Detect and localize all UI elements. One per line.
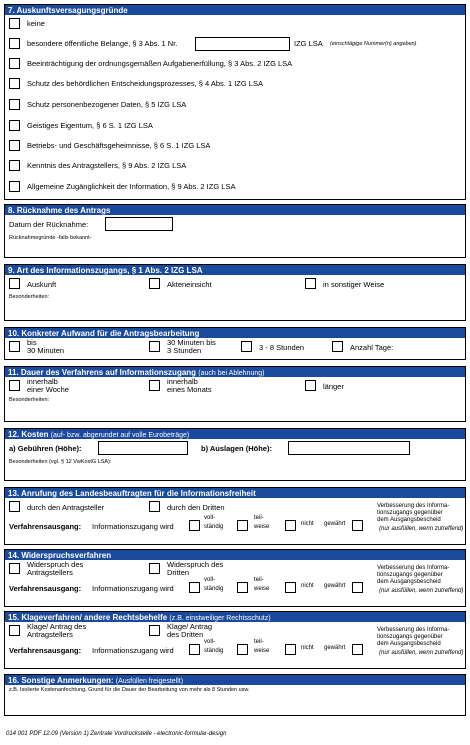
label-personenbezogene-daten: Schutz personenbezogener Daten, § 5 IZG LSA — [27, 100, 187, 109]
checkbox-teilweise-13[interactable] — [237, 520, 248, 531]
label-gewaehrt-15: gewährt — [324, 645, 346, 651]
checkbox-allgemeine-zugaenglichkeit[interactable] — [9, 181, 20, 192]
label-voll-13: voll- — [204, 515, 216, 521]
checkbox-innerhalb-monat[interactable] — [149, 380, 160, 391]
section-7 — [4, 4, 466, 200]
section-16-title-text: 16. Sonstige Anmerkungen: — [8, 676, 114, 685]
label-teil-13: teil- — [254, 515, 264, 521]
label-widerspruch-b-2: Dritten — [167, 568, 190, 577]
section-10-title: 10. Konkreter Aufwand für die Antragsbearbeitung — [5, 327, 465, 338]
label-widerspruch-a-2: Widerspruch des — [167, 560, 224, 569]
label-voll-15: voll- — [204, 639, 216, 645]
section-8 — [4, 204, 466, 258]
label-akteneinsicht: Akteneinsicht — [167, 280, 212, 289]
section-9-title: 9. Art des Informationszugangs, § 1 Abs. 2 IZG LSA — [5, 264, 465, 275]
label-anzahl-tage: Anzahl Tage: — [350, 343, 394, 352]
label-weise-15: weise — [254, 648, 270, 654]
checkbox-entscheidungsprozess[interactable] — [9, 78, 20, 89]
label-staendig-15: ständig — [204, 648, 224, 654]
nummer-input[interactable] — [195, 37, 290, 51]
label-oeffentliche-belange: besondere öffentliche Belange, § 3 Abs. 1 Nr. — [27, 39, 178, 48]
section-11-title — [5, 366, 465, 377]
label-3-stunden: 3 Stunden — [167, 346, 202, 355]
label-durch-dritten: durch den Dritten — [167, 503, 225, 512]
section-12-title — [5, 428, 465, 439]
label-staendig-13: ständig — [204, 524, 224, 530]
section-14 — [4, 549, 466, 607]
label-verfahrensausgang-14: Verfahrensausgang: — [9, 584, 82, 593]
section-13-title: 13. Anrufung des Landesbeauftragten für die Informationsfreiheit — [5, 487, 465, 498]
label-besonderheiten-11: Besonderheiten: — [9, 397, 50, 403]
label-klage-a-1: Klage/ Antrag des — [27, 622, 87, 631]
section-13 — [4, 487, 466, 545]
checkbox-innerhalb-woche[interactable] — [9, 380, 20, 391]
section-11-title-text: 11. Dauer des Verfahrens auf Informationszugang — [8, 368, 197, 377]
label-nicht-13: nicht — [301, 521, 314, 527]
label-kenntnis-antragsteller: Kenntnis des Antragstellers, § 9 Abs. 2 IZG LSA — [27, 161, 187, 170]
section-12 — [4, 428, 466, 481]
checkbox-akteneinsicht[interactable] — [149, 278, 160, 289]
checkbox-kenntnis-antragsteller[interactable] — [9, 160, 20, 171]
section-16 — [4, 674, 466, 716]
datum-ruecknahme-input[interactable] — [105, 217, 173, 231]
label-nicht-14: nicht — [301, 583, 314, 589]
label-aufgabenerfuellung: Beeinträchtigung der ordnungsgemäßen Aufgabenerfüllung, § 3 Abs. 2 IZG LSA — [27, 59, 293, 68]
checkbox-keine[interactable] — [9, 18, 20, 29]
label-verbesserung-a-15: Verbesserung des Informa- — [377, 627, 450, 633]
label-auslagen: b) Auslagen (Höhe): — [201, 444, 272, 453]
label-besonderheiten-9: Besonderheiten: — [9, 294, 50, 300]
checkbox-vollstaendig-15[interactable] — [189, 644, 200, 655]
label-3-8-stunden: 3 - 8 Stunden — [259, 343, 305, 352]
checkbox-vollstaendig-13[interactable] — [189, 520, 200, 531]
checkbox-aufgabenerfuellung[interactable] — [9, 58, 20, 69]
section-16-title — [5, 674, 465, 685]
label-weise-13: weise — [254, 524, 270, 530]
checkbox-widerspruch-dritten[interactable] — [149, 563, 160, 574]
label-innerhalb-2: innerhalb — [167, 377, 198, 386]
label-verfahrensausgang-15: Verfahrensausgang: — [9, 646, 82, 655]
label-auskunft: Auskunft — [27, 280, 57, 289]
label-klage-b-2: des Dritten — [167, 630, 204, 639]
checkbox-auskunft[interactable] — [9, 278, 20, 289]
label-verbesserung-b-14: tionszugangs gegenüber — [377, 572, 443, 578]
checkbox-sonstige-weise[interactable] — [305, 278, 316, 289]
label-verbesserung-b-15: tionszugangs gegenüber — [377, 634, 443, 640]
label-einer-woche: einer Woche — [27, 385, 69, 394]
label-staendig-14: ständig — [204, 586, 224, 592]
label-laenger: länger — [323, 382, 344, 391]
label-entscheidungsprozess: Schutz des behördlichen Entscheidungsprozesses, § 4 Abs. 1 IZG LSA — [27, 79, 263, 88]
section-15-subtitle: (z.B. einstweiliger Rechtsschutz) — [169, 615, 271, 622]
checkbox-durch-dritten[interactable] — [149, 501, 160, 512]
label-durch-antragsteller: durch den Antragsteller — [27, 503, 105, 512]
gebuehren-input[interactable] — [98, 441, 188, 455]
checkbox-klage-dritten[interactable] — [149, 625, 160, 636]
checkbox-vollstaendig-14[interactable] — [189, 582, 200, 593]
label-verbesserung-note-14: (nur ausfüllen, wenn zutreffend) — [379, 588, 464, 594]
label-teil-15: teil- — [254, 639, 264, 645]
label-informationszugang-14: Informationszugang wird — [92, 584, 174, 593]
checkbox-widerspruch-antragsteller[interactable] — [9, 563, 20, 574]
label-izg: IZG LSA — [294, 39, 323, 48]
auslagen-input[interactable] — [288, 441, 410, 455]
section-10 — [4, 327, 466, 360]
form-page — [4, 4, 466, 716]
label-eines-monats: eines Monats — [167, 385, 212, 394]
label-bis: bis — [27, 338, 37, 347]
checkbox-oeffentliche-belange[interactable] — [9, 38, 20, 49]
label-verbesserung-a-14: Verbesserung des Informa- — [377, 565, 450, 571]
label-informationszugang-13: Informationszugang wird — [92, 522, 174, 531]
section-16-subtitle: (Ausfüllen freigestellt) — [115, 678, 184, 685]
section-7-title: 7. Auskunftsversagungsgründe — [5, 4, 465, 15]
label-verbesserung-note-13: (nur ausfüllen, wenn zutreffend) — [379, 526, 464, 532]
label-voll-14: voll- — [204, 577, 216, 583]
label-informationszugang-15: Informationszugang wird — [92, 646, 174, 655]
checkbox-klage-antragsteller[interactable] — [9, 625, 20, 636]
checkbox-durch-antragsteller[interactable] — [9, 501, 20, 512]
label-izg-note: (einschlägige Nummer(n) angeben) — [330, 41, 417, 47]
checkbox-nicht-15[interactable] — [285, 644, 296, 655]
section-8-title: 8. Rücknahme des Antrags — [5, 204, 465, 215]
label-verfahrensausgang-13: Verfahrensausgang: — [9, 522, 82, 531]
section-15-title — [5, 611, 465, 622]
checkbox-verbesserung-14[interactable] — [352, 582, 363, 593]
checkbox-verbesserung-15[interactable] — [352, 644, 363, 655]
checkbox-teilweise-14[interactable] — [237, 582, 248, 593]
label-weise-14: weise — [254, 586, 270, 592]
checkbox-personenbezogene-daten[interactable] — [9, 99, 20, 110]
label-allgemeine-zugaenglichkeit: Allgemeine Zugänglichkeit der Information, § 9 Abs. 2 IZG LSA — [27, 182, 236, 191]
label-anmerkungen-beispiel: z.B. Isolierte Kostenanfechtung, Grund für die Dauer der Bearbeitung von mehr als 8 Stunden usw. — [9, 687, 250, 693]
label-nicht-15: nicht — [301, 645, 314, 651]
section-14-title: 14. Widerspruchsverfahren — [5, 549, 465, 560]
section-11 — [4, 366, 466, 422]
checkbox-3-8-stunden[interactable] — [241, 341, 252, 352]
section-9 — [4, 264, 466, 321]
label-keine: keine — [27, 19, 45, 28]
label-gebuehren: a) Gebühren (Höhe): — [9, 444, 82, 453]
section-15-title-text: 15. Klageverfahren/ andere Rechtsbehelfe — [8, 613, 168, 622]
label-geistiges-eigentum: Geistiges Eigentum, § 6 S. 1 IZG LSA — [27, 121, 153, 130]
section-11-subtitle: (auch bei Ablehnung) — [198, 370, 265, 377]
checkbox-bis-30-minuten[interactable] — [9, 341, 20, 352]
label-datum-ruecknahme: Datum der Rücknahme: — [9, 220, 89, 229]
checkbox-verbesserung-13[interactable] — [352, 520, 363, 531]
label-verbesserung-c-14: dem Ausgangsbescheid — [377, 579, 441, 585]
footer-text: 014 001 PDF 12.09 (Version 1) Zentrale Vordruckstelle - electronic-formular-design — [6, 731, 227, 737]
label-verbesserung-c-15: dem Ausgangsbescheid — [377, 641, 441, 647]
checkbox-laenger[interactable] — [305, 380, 316, 391]
label-verbesserung-note-15: (nur ausfüllen, wenn zutreffend) — [379, 650, 464, 656]
label-klage-b-1: Antragstellers — [27, 630, 73, 639]
checkbox-anzahl-tage[interactable] — [332, 341, 343, 352]
section-15 — [4, 611, 466, 669]
section-12-subtitle: (auf- bzw. abgerundet auf volle Eurobeträge) — [50, 432, 190, 439]
checkbox-geschaeftsgeheimnisse[interactable] — [9, 140, 20, 151]
label-teil-14: teil- — [254, 577, 264, 583]
label-verbesserung-c-13: dem Ausgangsbescheid — [377, 517, 441, 523]
label-verbesserung-a-13: Verbesserung des Informa- — [377, 503, 450, 509]
checkbox-geistiges-eigentum[interactable] — [9, 120, 20, 131]
label-gewaehrt-14: gewährt — [324, 583, 346, 589]
section-12-title-text: 12. Kosten — [8, 430, 49, 439]
label-30-minuten-bis: 30 Minuten bis — [167, 338, 216, 347]
label-widerspruch-a-1: Widerspruch des — [27, 560, 84, 569]
checkbox-nicht-13[interactable] — [285, 520, 296, 531]
label-ruecknahmegruende: Rücknahmegründe -falls bekannt- — [9, 235, 92, 241]
checkbox-nicht-14[interactable] — [285, 582, 296, 593]
label-klage-a-2: Klage/ Antrag — [167, 622, 213, 631]
label-30-minuten: 30 Minuten — [27, 346, 65, 355]
label-sonstige-weise: in sonstiger Weise — [323, 280, 385, 289]
label-besonderheiten-12: Besonderheiten (vgl. § 12 VwKostG LSA): — [9, 459, 112, 465]
checkbox-30min-3std[interactable] — [149, 341, 160, 352]
label-widerspruch-b-1: Antragstellers — [27, 568, 73, 577]
label-gewaehrt-13: gewährt — [324, 521, 346, 527]
label-innerhalb-1: innerhalb — [27, 377, 58, 386]
label-verbesserung-b-13: tionszugangs gegenüber — [377, 510, 443, 516]
label-geschaeftsgeheimnisse: Betriebs- und Geschäftsgeheimnisse, § 6 S. 1 IZG LSA — [27, 141, 211, 150]
checkbox-teilweise-15[interactable] — [237, 644, 248, 655]
